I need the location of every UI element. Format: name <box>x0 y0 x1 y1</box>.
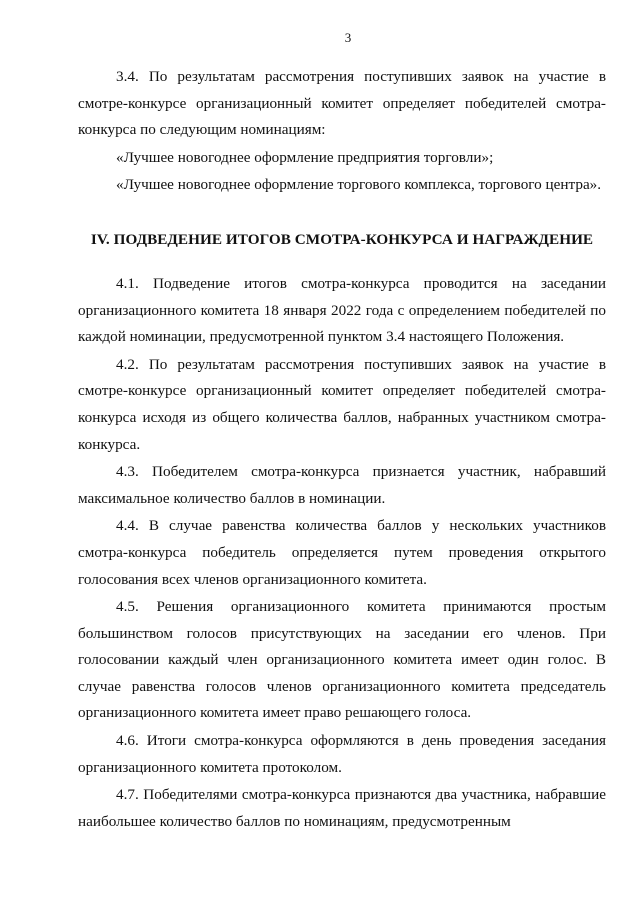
paragraph-4-4: 4.4. В случае равенства количества баллов у нескольких участников смотра-конкурса победитель определяется путем проведения открытого голосования всех членов организационного комитета. <box>78 517 606 588</box>
section-heading-iv: IV. ПОДВЕДЕНИЕ ИТОГОВ СМОТРА-КОНКУРСА И НАГРАЖДЕНИЕ <box>90 230 594 248</box>
paragraph-4-5: 4.5. Решения организационного комитета принимаются простым большинством голосов присутствующих на заседании его членов. При голосовании каждый член организационного комитета имеет один голос. В случае равенства голосов членов организационного комитета председатель организационного комитета имеет право решающего голоса. <box>78 598 606 722</box>
paragraph-4-3: 4.3. Победителем смотра-конкурса признается участник, набравший максимальное количество баллов в номинации. <box>78 463 606 507</box>
nomination-trade-enterprise: «Лучшее новогоднее оформление предприятия торговли»; <box>116 148 494 166</box>
nomination-shopping-center: «Лучшее новогоднее оформление торгового комплекса, торгового центра». <box>116 176 602 194</box>
page-number: 3 <box>344 30 352 45</box>
paragraph-4-2: 4.2. По результатам рассмотрения поступивших заявок на участие в смотре-конкурсе организационный комитет определяет победителей смотра-конкурса исходя из общего количества баллов, набранных участником смотра-конкурса. <box>78 355 606 453</box>
document-page <box>78 30 606 835</box>
paragraph-4-6: 4.6. Итоги смотра-конкурса оформляются в день проведения заседания организационного комитета протоколом. <box>78 732 606 776</box>
paragraph-4-1: 4.1. Подведение итогов смотра-конкурса проводится на заседании организационного комитета 18 января 2022 года с определением победителей по каждой номинации, предусмотренной пунктом 3.4 настоящего Положения. <box>78 274 606 346</box>
paragraph-3-4: 3.4. По результатам рассмотрения поступивших заявок на участие в смотре-конкурсе организационный комитет определяет победителей смотра-конкурса по следующим номинациям: <box>78 68 606 139</box>
paragraph-4-7: 4.7. Победителями смотра-конкурса признаются два участника, набравшие наибольшее количество баллов по номинациям, предусмотренным <box>78 786 606 830</box>
